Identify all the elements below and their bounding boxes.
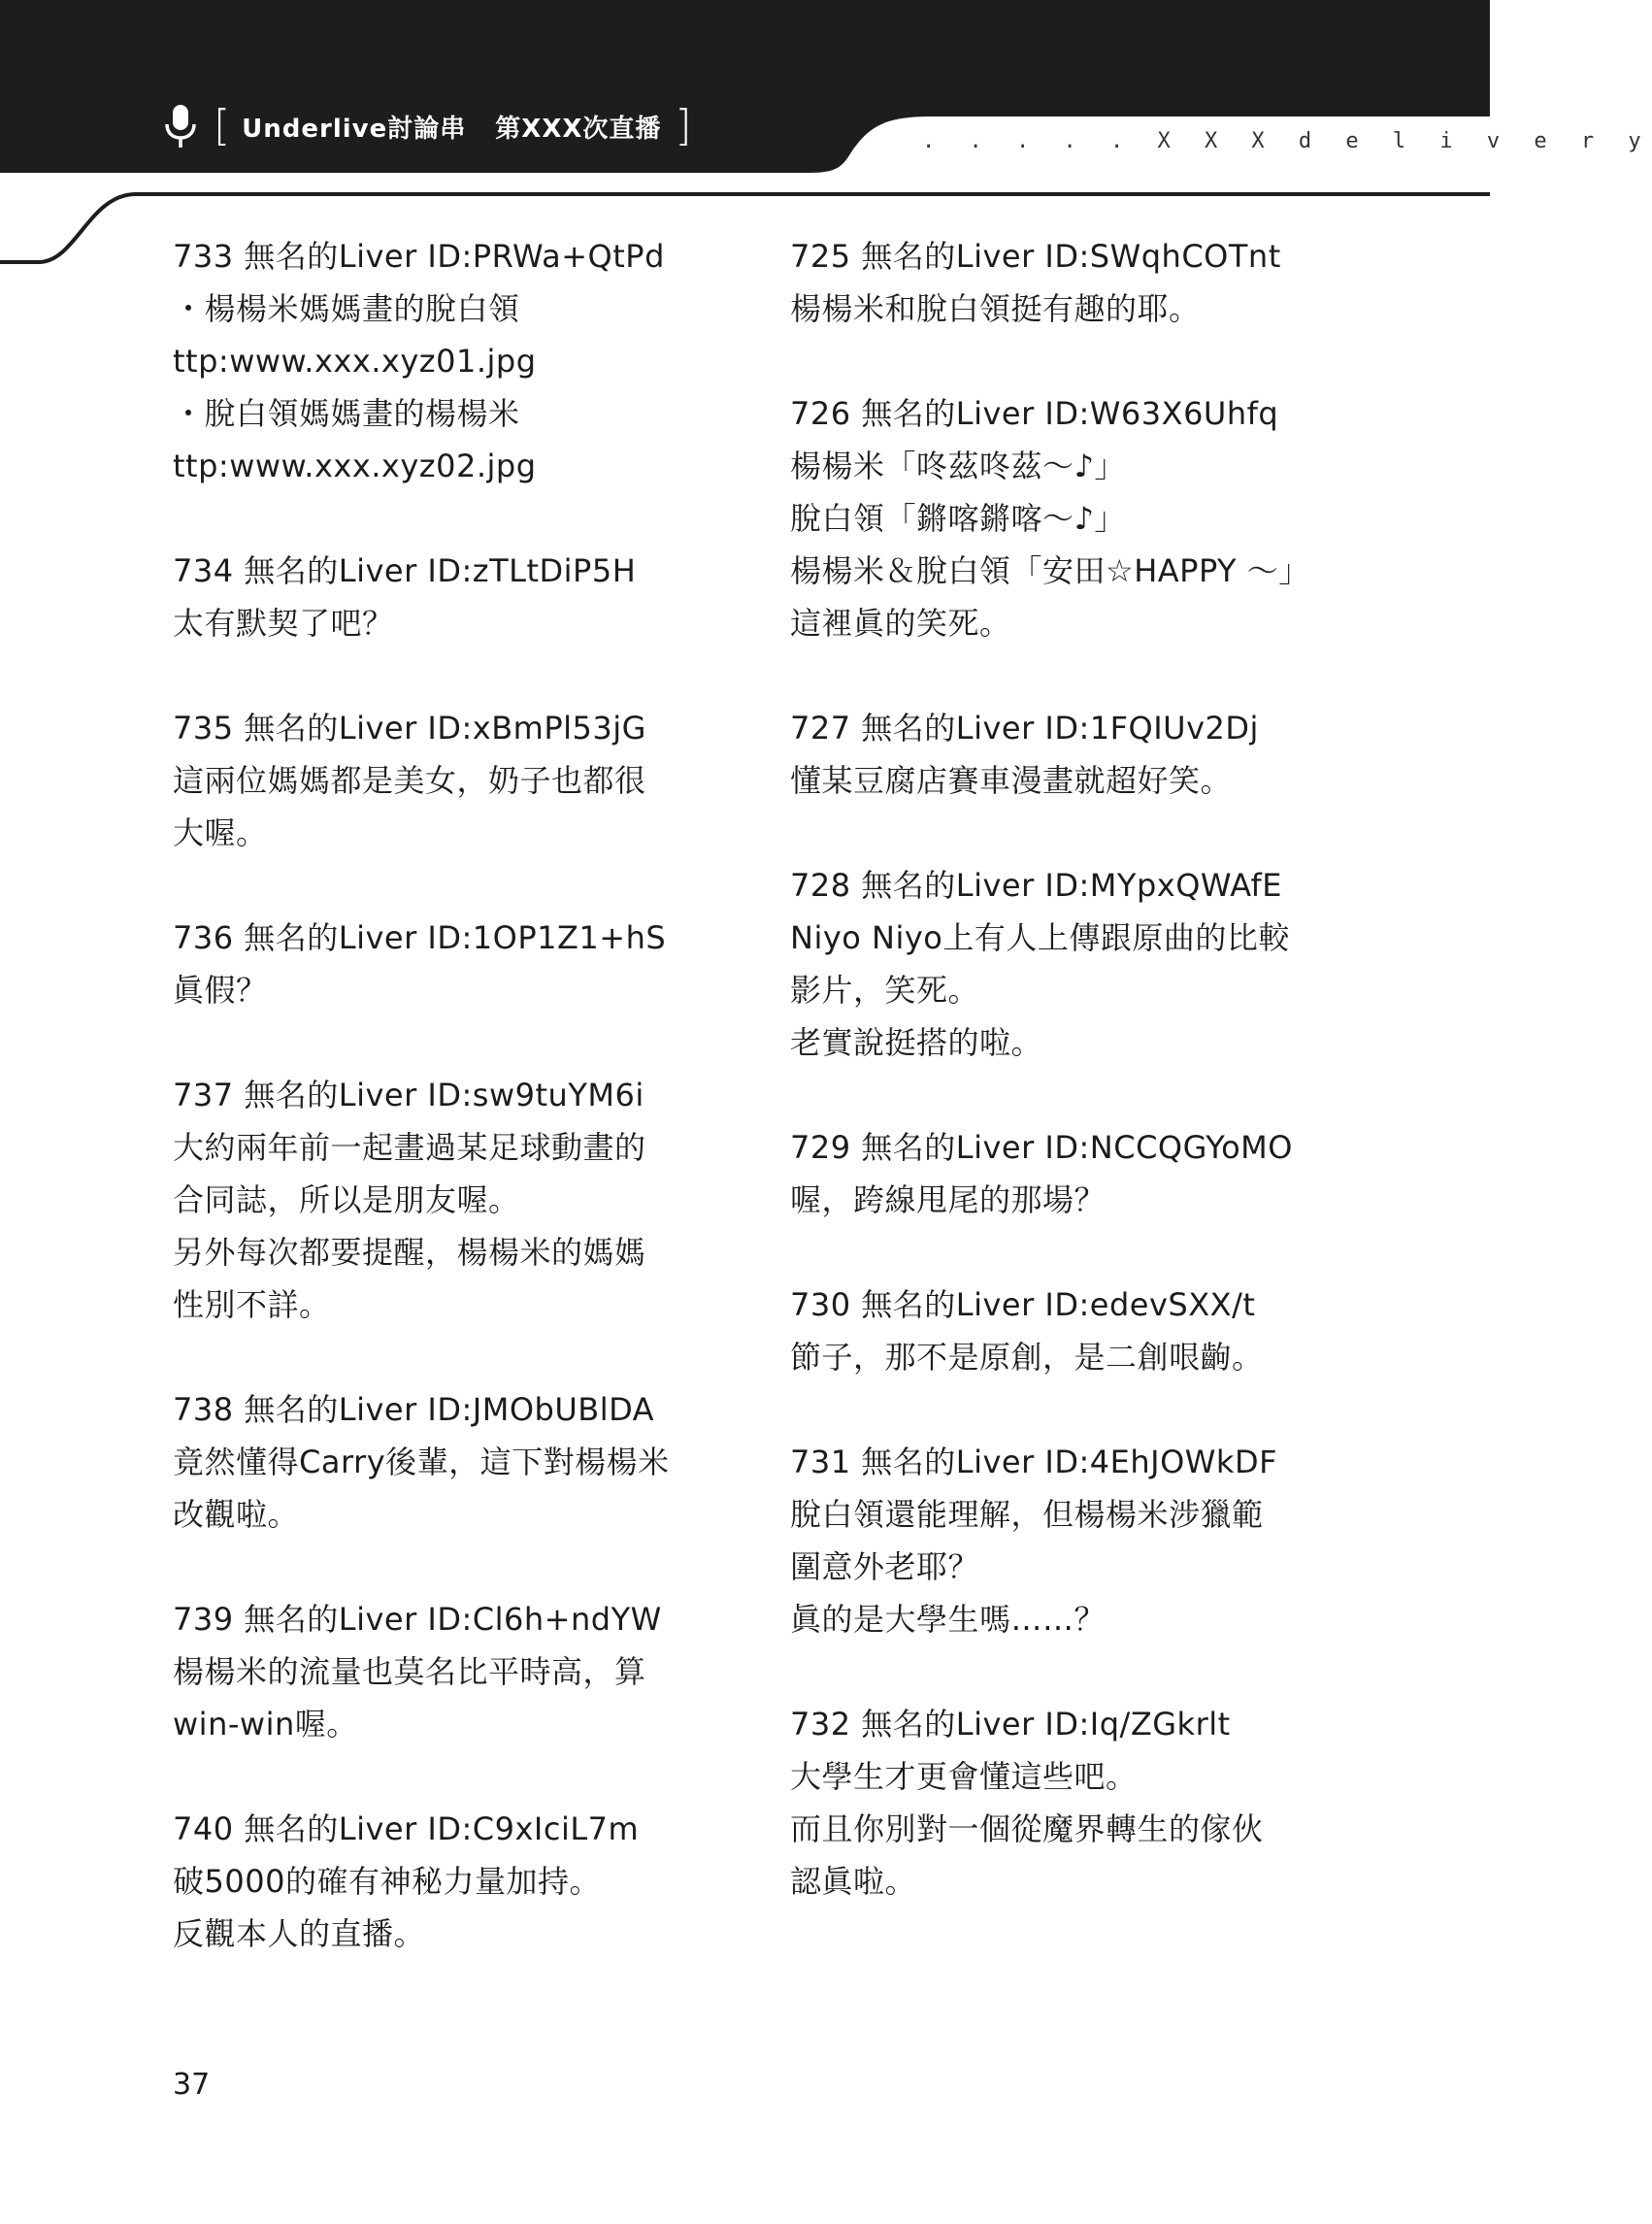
post-header: 727 無名的Liver ID:1FQIUv2Dj [790,710,1259,747]
post-body-line: 大喔。 [173,814,268,851]
post-body-line: Niyo Niyo上有人上傳跟原曲的比較 [790,919,1290,956]
page-number: 37 [173,2068,211,2102]
forum-post [790,859,1334,1069]
episode-label: 第XXX次直播 [495,114,662,144]
forum-post [173,545,716,649]
forum-post [790,1121,1334,1226]
post-body-line: 反觀本人的直播。 [173,1915,426,1952]
delivery-tagline: . . . . . X X X d e l i v e r y [922,129,1652,153]
post-body-line: ・脫白領媽媽畫的楊楊米 [173,395,520,432]
post-header: 726 無名的Liver ID:W63X6Uhfq [790,395,1279,432]
post-body-line: 太有默契了吧？ [173,605,394,642]
bracket-close: ] [675,101,692,150]
post-body-line: 這兩位媽媽都是美女，奶子也都很 [173,762,646,799]
post-body-line: 節子，那不是原創，是二創哏齣。 [790,1339,1264,1376]
thread-title-bar [161,97,692,155]
post-body-line: ttp:www.xxx.xyz01.jpg [173,343,537,380]
post-body-line: ・楊楊米媽媽畫的脫白領 [173,290,520,327]
post-body-line: 脫白領「鏘喀鏘喀～♪」 [790,500,1126,537]
post-header: 737 無名的Liver ID:sw9tuYM6i [173,1077,644,1113]
post-body-line: 大約兩年前一起畫過某足球動畫的 [173,1129,646,1166]
forum-post [790,387,1334,649]
post-header: 731 無名的Liver ID:4EhJOWkDF [790,1444,1277,1480]
forum-post [173,912,716,1016]
post-body-line: 圍意外老耶？ [790,1548,980,1585]
forum-post [790,1436,1334,1645]
post-header: 732 無名的Liver ID:Iq/ZGkrlt [790,1706,1231,1743]
post-header: 735 無名的Liver ID:xBmPl53jG [173,710,646,747]
post-body-line: win-win喔。 [173,1706,358,1743]
forum-post [790,230,1334,335]
forum-post [173,1383,716,1541]
right-column [790,230,1334,1960]
post-header: 736 無名的Liver ID:1OP1Z1+hS [173,919,667,956]
forum-post [790,702,1334,807]
post-body-line: 楊楊米「咚茲咚茲～♪」 [790,448,1126,484]
forum-post [173,1069,716,1331]
post-header: 729 無名的Liver ID:NCCQGYoMO [790,1129,1293,1166]
post-body-line: 認眞啦。 [790,1863,917,1900]
post-header: 725 無名的Liver ID:SWqhCOTnt [790,238,1281,275]
post-body-line: 合同誌，所以是朋友喔。 [173,1181,520,1218]
post-body-line: 改觀啦。 [173,1496,300,1533]
post-body-line: 楊楊米＆脫白領「安田☆HAPPY ～」 [790,552,1310,589]
post-body-line: 影片，笑死。 [790,972,980,1009]
post-body-line: 而且你別對一個從魔界轉生的傢伙 [790,1810,1264,1847]
forum-post [173,1803,716,1960]
post-body-line: 脫白領還能理解，但楊楊米涉獵範 [790,1496,1264,1533]
thread-title: Underlive討論串 [242,114,467,144]
post-body-line: 破5000的確有神秘力量加持。 [173,1863,601,1900]
bracket-open: [ [214,101,231,150]
post-body-line: 老實說挺搭的啦。 [790,1024,1043,1061]
post-body-line: 竟然懂得Carry後輩，這下對楊楊米 [173,1444,670,1480]
post-body-line: 另外每次都要提醒，楊楊米的媽媽 [173,1234,646,1271]
forum-post [790,1698,1334,1908]
forum-post [790,1278,1334,1383]
post-header: 733 無名的Liver ID:PRWa+QtPd [173,238,665,275]
forum-post [173,1593,716,1750]
post-header: 734 無名的Liver ID:zTLtDiP5H [173,552,637,589]
microphone-icon [161,103,200,149]
post-body-line: 楊楊米和脫白領挺有趣的耶。 [790,290,1201,327]
left-column [173,230,716,2012]
post-header: 738 無名的Liver ID:JMObUBlDA [173,1391,655,1428]
post-body-line: 楊楊米的流量也莫名比平時高，算 [173,1653,646,1690]
post-header: 740 無名的Liver ID:C9xIciL7m [173,1810,640,1847]
post-body-line: 懂某豆腐店賽車漫畫就超好笑。 [790,762,1233,799]
post-body-line: 眞假？ [173,972,268,1009]
forum-post [173,230,716,492]
post-body-line: 性別不詳。 [173,1286,331,1323]
post-body-line: 喔，跨線甩尾的那場？ [790,1181,1107,1218]
post-header: 728 無名的Liver ID:MYpxQWAfE [790,867,1283,904]
post-header: 739 無名的Liver ID:Cl6h+ndYW [173,1601,662,1638]
post-body-line: 眞的是大學生嗎……？ [790,1601,1107,1638]
post-header: 730 無名的Liver ID:edevSXX/t [790,1286,1256,1323]
forum-post [173,702,716,859]
post-body-line: 這裡眞的笑死。 [790,605,1011,642]
post-body-line: 大學生才更會懂這些吧。 [790,1758,1138,1795]
post-body-line: ttp:www.xxx.xyz02.jpg [173,448,537,484]
